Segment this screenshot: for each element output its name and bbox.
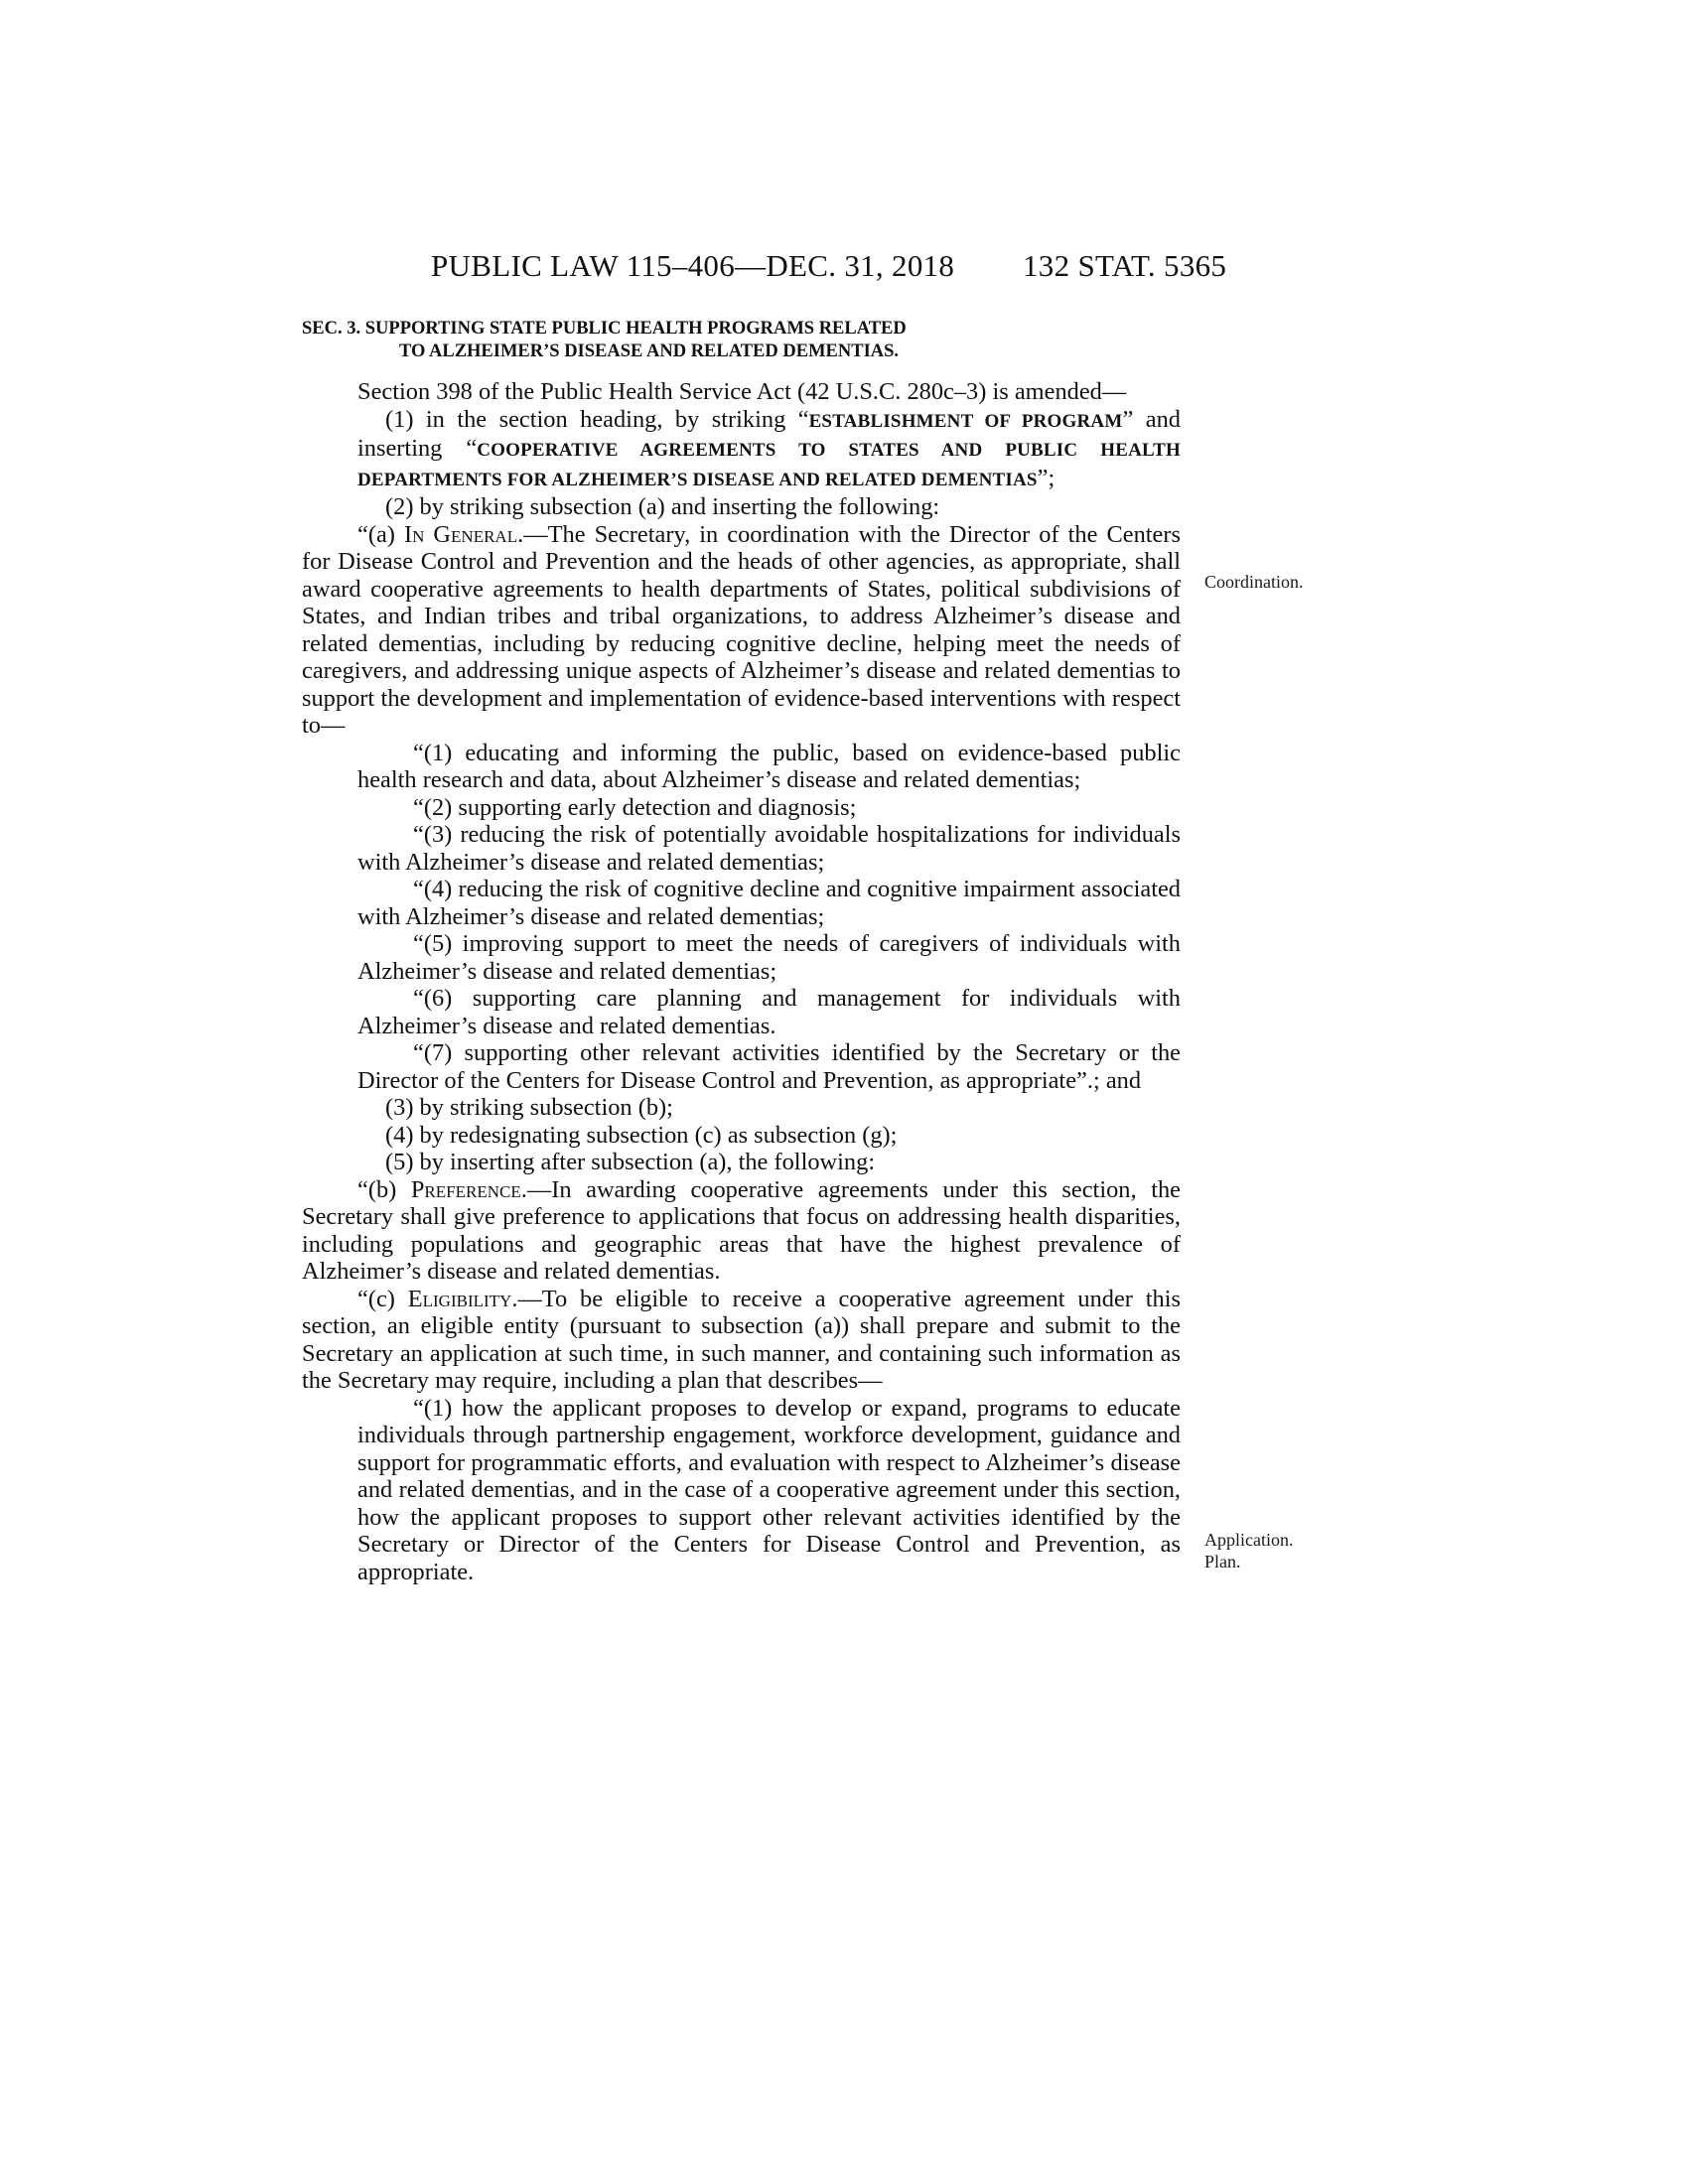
subsection-b-heading: Preference — [410, 1175, 521, 1203]
amendment-item-4: (4) by redesignating subsection (c) as subsection (g); — [385, 1121, 898, 1149]
margin-note-application: Application. — [1204, 1530, 1294, 1550]
running-header — [0, 248, 1688, 288]
item1-text-e: ”; — [1037, 464, 1055, 491]
intro-paragraph: Section 398 of the Public Health Service Act (42 U.S.C. 280c–3) is amended— — [357, 378, 1127, 405]
section-heading — [302, 318, 1181, 363]
paragraph-a4: “(4) reducing the risk of cognitive decline and cognitive impairment associated with Alzheimer’s disease and related dementias; — [357, 876, 1181, 930]
header-stat-page: 132 STAT. 5365 — [1023, 248, 1227, 283]
paragraph-c1: “(1) how the applicant proposes to develop or expand, programs to educate individuals through partnership engagement, workforce development, guidance and support for programmatic efforts, and evaluation with respect to Alzheimer’s disease and related dementias, and in the case of a cooperative agreement under this section, how the applicant proposes to support other relevant activities identified by the Secretary or Director of the Centers for Disease Control and Prevention, as appropriate. — [357, 1394, 1181, 1585]
subsection-b — [302, 1176, 1181, 1286]
amendment-item-1 — [302, 406, 1181, 494]
statute-body — [302, 378, 1181, 1585]
subsection-a-text: .—The Secretary, in coordination with the Director of the Centers for Disease Control and Prevention and the heads of other agencies, as appropriate, shall award cooperative agreements to health departments of States, political subdivisions of States, and Indian tribes and tribal organizations, to address Alzheimer’s disease and related dementias, including by reducing cognitive decline, helping meet the needs of caregivers, and addressing unique aspects of Alzheimer’s disease and related dementias to support the development and implementation of evidence-based interventions with respect to— — [302, 520, 1181, 739]
item1-text-a: (1) in the section heading, by striking “ — [385, 405, 809, 433]
margin-note-plan: Plan. — [1204, 1552, 1241, 1571]
paragraph-a2: “(2) supporting early detection and diagnosis; — [413, 793, 857, 821]
subsection-b-text: .—In awarding cooperative agreements under this section, the Secretary shall give preference to applications that focus on addressing health disparities, including populations and geographic areas that have the highest prevalence of Alzheimer’s disease and related dementias. — [302, 1175, 1181, 1285]
paragraph-a5: “(5) improving support to meet the needs of caregivers of individuals with Alzheimer’s disease and related dementias; — [357, 930, 1181, 985]
section-heading-line1: SEC. 3. SUPPORTING STATE PUBLIC HEALTH PROGRAMS RELATED — [302, 319, 907, 339]
struck-heading: ESTABLISHMENT OF PROGRAM — [808, 410, 1123, 432]
subsection-c-label: “(c) — [357, 1285, 408, 1312]
subsection-c-heading: Eligibility — [407, 1285, 512, 1312]
subsection-a — [302, 521, 1181, 740]
margin-note-coordination: Coordination. — [1204, 572, 1304, 592]
paragraph-a6: “(6) supporting care planning and management for individuals with Alzheimer’s disease and related dementias. — [357, 985, 1181, 1039]
inserted-heading: COOPERATIVE AGREEMENTS TO STATES AND PUBLIC HEALTH DEPARTMENTS FOR ALZHEIMER’S DISEASE AND RELATED DEMENTIAS — [357, 440, 1181, 490]
section-heading-line2: TO ALZHEIMER’S DISEASE AND RELATED DEMENTIAS. — [399, 341, 900, 361]
subsection-a-label: “(a) — [357, 520, 404, 548]
subsection-c — [302, 1286, 1181, 1395]
paragraph-a7: “(7) supporting other relevant activities identified by the Secretary or the Director of the Centers for Disease Control and Prevention, as appropriate”.; and — [357, 1039, 1181, 1094]
subsection-b-label: “(b) — [357, 1175, 411, 1203]
paragraph-a3: “(3) reducing the risk of potentially avoidable hospitalizations for individuals with Alzheimer’s disease and related dementias; — [357, 821, 1181, 876]
header-public-law: PUBLIC LAW 115–406—DEC. 31, 2018 — [431, 248, 955, 283]
subsection-a-heading: In General — [403, 520, 518, 548]
amendment-item-5: (5) by inserting after subsection (a), the following: — [385, 1149, 876, 1175]
amendment-item-3: (3) by striking subsection (b); — [385, 1094, 673, 1121]
subsection-c-text: .—To be eligible to receive a cooperative agreement under this section, an eligible entity (pursuant to subsection (a)) shall prepare and submit to the Secretary an application at such time, in such manner, and containing such information as the Secretary may require, including a plan that describes— — [302, 1285, 1181, 1394]
paragraph-a1: “(1) educating and informing the public, based on evidence-based public health research and data, about Alzheimer’s disease and related dementias; — [357, 739, 1181, 793]
amendment-item-2: (2) by striking subsection (a) and inserting the following: — [385, 493, 940, 520]
item1-text-c: ” and inserting “ — [357, 405, 1181, 462]
